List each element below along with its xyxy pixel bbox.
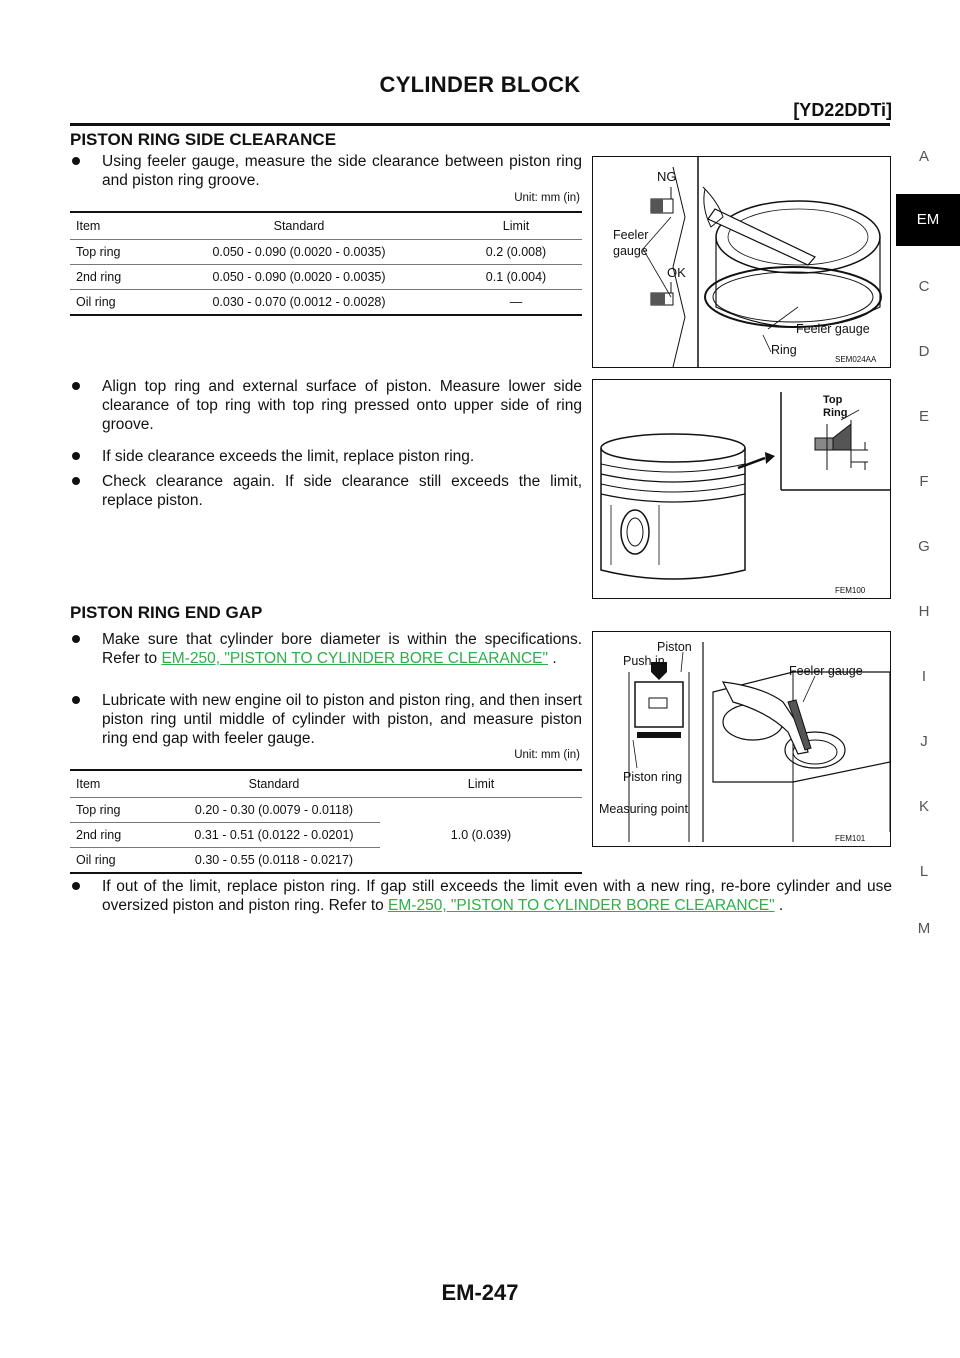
bullet-replace-piston: Check clearance again. If side clearance still exceeds the limit, replace piston.	[72, 472, 582, 510]
figure-label-feeler-gauge-right: Feeler gauge	[796, 322, 870, 336]
bullet-replace-piston-ring: If side clearance exceeds the limit, replace piston ring.	[72, 447, 582, 466]
unit-label: Unit: mm (in)	[514, 192, 580, 204]
figure-piston-top-ring	[592, 379, 891, 599]
bullet-dot	[72, 452, 80, 460]
figure-label-ring: Ring	[771, 343, 797, 357]
bullet-out-of-limit: If out of the limit, replace piston ring. If gap still exceeds the limit even with a new ring, re-bore cylinder and use oversized piston and piston ring. Refer to EM-250, "PISTON TO CYLINDER BORE CLEARANCE" .	[72, 877, 892, 915]
figure-label-ng: NG	[657, 169, 677, 184]
index-letter-em-active[interactable]: EM	[896, 194, 960, 246]
engine-code: [YD22DDTi]	[793, 100, 892, 120]
table-row: 2nd ring 0.31 - 0.51 (0.0122 - 0.0201)	[70, 823, 582, 848]
bullet-measure-side-clearance: Using feeler gauge, measure the side clearance between piston ring and piston ring groove.	[72, 152, 582, 190]
bullet-lubricate-and-measure: Lubricate with new engine oil to piston and piston ring, and then insert piston ring until middle of cylinder with piston, and measure piston ring end gap with feeler gauge.	[72, 691, 582, 748]
figure-label-measuring-point: Measuring point	[599, 802, 688, 816]
index-letter-f[interactable]: F	[919, 473, 929, 490]
header-divider	[70, 123, 890, 126]
index-letter-k[interactable]: K	[918, 798, 929, 815]
index-letter-g[interactable]: G	[918, 538, 930, 555]
table-header-limit: Limit	[380, 770, 582, 798]
side-clearance-table	[70, 211, 582, 316]
figure-label-ok: OK	[667, 265, 686, 280]
index-letter-m[interactable]: M	[917, 920, 931, 937]
index-letter-j[interactable]: J	[920, 733, 928, 750]
figure-label-piston-ring: Piston ring	[623, 770, 683, 784]
figure-label-push-in: Push in	[623, 654, 665, 668]
figure-label-feeler-gauge-left: Feeler gauge	[613, 228, 649, 258]
page-number: EM-247	[441, 1280, 519, 1305]
figure-label-feeler-gauge: Feeler gauge	[789, 664, 863, 678]
index-letter-a[interactable]: A	[918, 148, 929, 165]
figure-feeler-gauge-side-clearance	[592, 156, 891, 368]
index-letter-d[interactable]: D	[918, 343, 930, 360]
bullet-dot	[72, 635, 80, 643]
table-header-item: Item	[70, 770, 168, 798]
link-em-250-piston-to-cylinder-bore-clearance-2[interactable]: EM-250, "PISTON TO CYLINDER BORE CLEARANCE"	[388, 897, 775, 914]
bullet-dot	[72, 696, 80, 704]
end-gap-table	[70, 769, 582, 874]
end-gap-limit: 1.0 (0.039)	[380, 798, 582, 874]
bullet-align-top-ring: Align top ring and external surface of piston. Measure lower side clearance of top ring with top ring pressed onto upper side of ring groove.	[72, 377, 582, 434]
index-letter-e[interactable]: E	[918, 408, 929, 425]
figure-code: FEM101	[835, 834, 866, 843]
figure-code: FEM100	[835, 586, 866, 595]
table-header-standard: Standard	[168, 770, 380, 798]
index-letter-c[interactable]: C	[918, 278, 930, 295]
figure-code: SEM024AA	[835, 355, 877, 364]
bullet-dot	[72, 477, 80, 485]
unit-label: Unit: mm (in)	[514, 749, 580, 761]
page-title: CYLINDER BLOCK	[379, 72, 581, 97]
table-row: Top ring 0.050 - 0.090 (0.0020 - 0.0035) 0.2 (0.008)	[70, 240, 582, 265]
section-title-end-gap: PISTON RING END GAP	[70, 603, 263, 622]
figure-end-gap-measurement	[592, 631, 891, 847]
table-header-limit: Limit	[450, 212, 582, 240]
table-header-item: Item	[70, 212, 148, 240]
section-title-side-clearance: PISTON RING SIDE CLEARANCE	[70, 130, 337, 149]
bullet-cylinder-bore-spec: Make sure that cylinder bore diameter is within the specifications. Refer to EM-250, "PISTON TO CYLINDER BORE CLEARANCE" .	[72, 630, 582, 668]
index-letter-i[interactable]: I	[921, 668, 927, 685]
bullet-dot	[72, 157, 80, 165]
link-em-250-piston-to-cylinder-bore-clearance[interactable]: EM-250, "PISTON TO CYLINDER BORE CLEARANCE"	[161, 650, 549, 667]
table-row: Top ring 0.20 - 0.30 (0.0079 - 0.0118) 1.0 (0.039)	[70, 798, 582, 823]
table-header-standard: Standard	[148, 212, 450, 240]
bullet-dot	[72, 382, 80, 390]
table-row: 2nd ring 0.050 - 0.090 (0.0020 - 0.0035) 0.1 (0.004)	[70, 265, 582, 290]
figure-label-top-ring: Top Ring	[823, 394, 848, 419]
index-letter-h[interactable]: H	[918, 603, 930, 620]
index-letter-l[interactable]: L	[919, 863, 929, 880]
table-row: Oil ring 0.30 - 0.55 (0.0118 - 0.0217)	[70, 848, 582, 874]
figure-label-piston: Piston	[657, 640, 692, 654]
table-row: Oil ring 0.030 - 0.070 (0.0012 - 0.0028) —	[70, 290, 582, 316]
bullet-dot	[72, 882, 80, 890]
